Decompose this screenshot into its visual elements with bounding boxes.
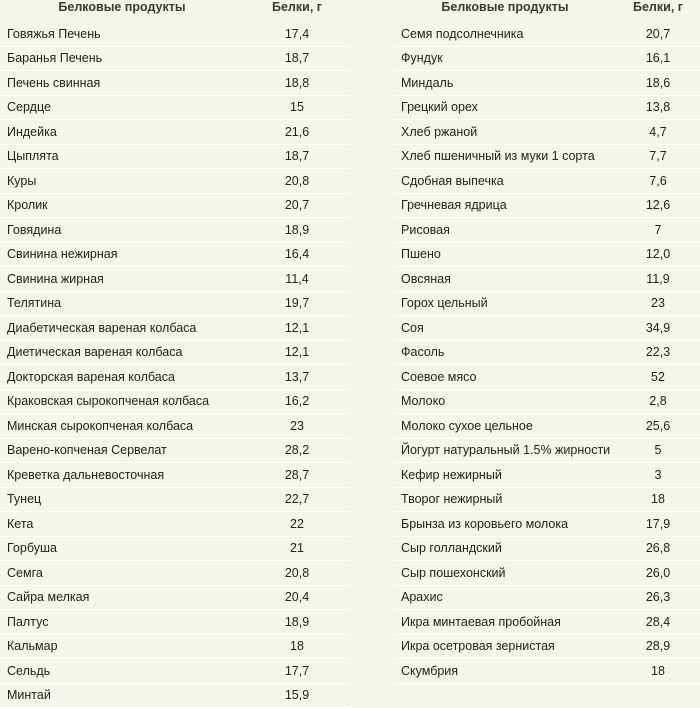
protein-value-cell: 17,4 [244, 22, 350, 46]
protein-value-cell: 11,9 [616, 267, 700, 292]
table-row [394, 144, 700, 169]
table-row [0, 291, 350, 316]
protein-value-cell: 11,4 [244, 267, 350, 292]
product-name-cell: Арахис [394, 585, 616, 610]
protein-value-cell: 20,7 [616, 22, 700, 46]
protein-value-cell: 18,7 [244, 46, 350, 71]
product-name-cell: Баранья Печень [0, 46, 244, 71]
table-row [394, 291, 700, 316]
product-name-cell: Свинина нежирная [0, 242, 244, 267]
table-row [0, 144, 350, 169]
table-row [394, 585, 700, 610]
table-row [0, 340, 350, 365]
product-name-cell: Сельдь [0, 659, 244, 684]
table-row [0, 218, 350, 243]
table-row [394, 438, 700, 463]
protein-value-cell: 18 [616, 659, 700, 684]
table-row [394, 561, 700, 586]
protein-value-cell: 12,1 [244, 316, 350, 341]
product-name-cell: Креветка дальневосточная [0, 463, 244, 488]
product-name-cell: Овсяная [394, 267, 616, 292]
protein-value-cell: 19,7 [244, 291, 350, 316]
protein-value-cell: 15 [244, 95, 350, 120]
protein-value-cell: 22,3 [616, 340, 700, 365]
table-row [0, 365, 350, 390]
product-name-cell: Палтус [0, 610, 244, 635]
protein-value-cell: 16,4 [244, 242, 350, 267]
table-row [0, 634, 350, 659]
protein-value-cell: 20,4 [244, 585, 350, 610]
product-name-cell: Цыплята [0, 144, 244, 169]
protein-value-cell: 21,6 [244, 120, 350, 145]
table-row [0, 316, 350, 341]
table-row [394, 242, 700, 267]
product-name-cell: Брынза из коровьего молока [394, 512, 616, 537]
product-name-cell: Молоко [394, 389, 616, 414]
table-row [394, 316, 700, 341]
table-row [394, 46, 700, 71]
product-name-cell: Соя [394, 316, 616, 341]
product-name-cell: Семя подсолнечника [394, 22, 616, 46]
table-row [394, 71, 700, 96]
product-name-cell: Фундук [394, 46, 616, 71]
table-row [0, 585, 350, 610]
product-name-cell: Кролик [0, 193, 244, 218]
protein-value-cell: 12,0 [616, 242, 700, 267]
product-name-cell: Миндаль [394, 71, 616, 96]
protein-value-cell: 13,8 [616, 95, 700, 120]
protein-value-cell: 12,1 [244, 340, 350, 365]
protein-value-cell: 28,7 [244, 463, 350, 488]
table-row [394, 659, 700, 684]
protein-value-cell: 7 [616, 218, 700, 243]
product-name-cell: Варено-копченая Сервелат [0, 438, 244, 463]
product-name-cell: Хлеб пшеничный из муки 1 сорта [394, 144, 616, 169]
protein-value-cell: 26,8 [616, 536, 700, 561]
table-header-row [0, 0, 350, 22]
product-name-cell: Молоко сухое цельное [394, 414, 616, 439]
product-name-cell: Говядина [0, 218, 244, 243]
protein-value-cell: 7,6 [616, 169, 700, 194]
product-name-cell: Сдобная выпечка [394, 169, 616, 194]
table-row [0, 487, 350, 512]
protein-value-cell: 21 [244, 536, 350, 561]
table-row [394, 340, 700, 365]
product-name-cell: Куры [0, 169, 244, 194]
table-row [394, 218, 700, 243]
table-body [394, 22, 700, 683]
product-name-cell: Телятина [0, 291, 244, 316]
table-header-row [394, 0, 700, 22]
table-row [394, 95, 700, 120]
column-header-product: Белковые продукты [441, 0, 569, 14]
product-name-cell: Пшено [394, 242, 616, 267]
table-row [0, 120, 350, 145]
product-name-cell: Свинина жирная [0, 267, 244, 292]
table-row [394, 169, 700, 194]
product-name-cell: Горбуша [0, 536, 244, 561]
protein-value-cell: 16,1 [616, 46, 700, 71]
protein-value-cell: 34,9 [616, 316, 700, 341]
protein-value-cell: 26,3 [616, 585, 700, 610]
table-row [394, 120, 700, 145]
table-row [394, 414, 700, 439]
product-name-cell: Краковская сырокопченая колбаса [0, 389, 244, 414]
product-name-cell: Кета [0, 512, 244, 537]
column-header-protein: Белки, г [272, 0, 322, 14]
protein-value-cell: 22,7 [244, 487, 350, 512]
protein-value-cell: 17,9 [616, 512, 700, 537]
table-row [0, 95, 350, 120]
table-row [394, 634, 700, 659]
protein-value-cell: 23 [616, 291, 700, 316]
protein-value-cell: 20,8 [244, 169, 350, 194]
product-name-cell: Сыр голландский [394, 536, 616, 561]
table-row [394, 610, 700, 635]
product-name-cell: Скумбрия [394, 659, 616, 684]
table-row [394, 193, 700, 218]
product-name-cell: Семга [0, 561, 244, 586]
table-row [394, 22, 700, 46]
table-row [0, 536, 350, 561]
protein-value-cell: 18,7 [244, 144, 350, 169]
table-row [0, 463, 350, 488]
protein-value-cell: 15,9 [244, 683, 350, 708]
table-row [0, 414, 350, 439]
column-header-protein: Белки, г [633, 0, 683, 14]
protein-value-cell: 18,9 [244, 218, 350, 243]
protein-value-cell: 3 [616, 463, 700, 488]
protein-value-cell: 18 [616, 487, 700, 512]
table-row [0, 169, 350, 194]
product-name-cell: Докторская вареная колбаса [0, 365, 244, 390]
product-name-cell: Сайра мелкая [0, 585, 244, 610]
protein-value-cell: 18,8 [244, 71, 350, 96]
table-row [394, 512, 700, 537]
protein-value-cell: 18 [244, 634, 350, 659]
table-row [0, 512, 350, 537]
protein-value-cell: 18,6 [616, 71, 700, 96]
product-name-cell: Минтай [0, 683, 244, 708]
product-name-cell: Творог нежирный [394, 487, 616, 512]
product-name-cell: Соевое мясо [394, 365, 616, 390]
table-row [0, 242, 350, 267]
table-row [0, 193, 350, 218]
protein-value-cell: 17,7 [244, 659, 350, 684]
table-row [0, 438, 350, 463]
product-name-cell: Икра минтаевая пробойная [394, 610, 616, 635]
product-name-cell: Печень свинная [0, 71, 244, 96]
product-name-cell: Фасоль [394, 340, 616, 365]
table-row [0, 267, 350, 292]
protein-value-cell: 16,2 [244, 389, 350, 414]
column-header-product: Белковые продукты [58, 0, 186, 14]
protein-value-cell: 25,6 [616, 414, 700, 439]
protein-table-right [394, 0, 700, 684]
protein-value-cell: 23 [244, 414, 350, 439]
protein-value-cell: 18,9 [244, 610, 350, 635]
product-name-cell: Кефир нежирный [394, 463, 616, 488]
protein-value-cell: 52 [616, 365, 700, 390]
product-name-cell: Икра осетровая зернистая [394, 634, 616, 659]
product-name-cell: Минская сырокопченая колбаса [0, 414, 244, 439]
protein-value-cell: 5 [616, 438, 700, 463]
product-name-cell: Горох цельный [394, 291, 616, 316]
product-name-cell: Кальмар [0, 634, 244, 659]
table-body [0, 22, 350, 708]
protein-value-cell: 20,7 [244, 193, 350, 218]
protein-value-cell: 13,7 [244, 365, 350, 390]
protein-value-cell: 7,7 [616, 144, 700, 169]
table-row [0, 389, 350, 414]
protein-value-cell: 22 [244, 512, 350, 537]
protein-value-cell: 28,2 [244, 438, 350, 463]
protein-value-cell: 28,4 [616, 610, 700, 635]
product-name-cell: Диабетическая вареная колбаса [0, 316, 244, 341]
product-name-cell: Хлеб ржаной [394, 120, 616, 145]
product-name-cell: Сыр пошехонский [394, 561, 616, 586]
table-row [394, 267, 700, 292]
product-name-cell: Йогурт натуральный 1.5% жирности [394, 438, 616, 463]
table-row [394, 536, 700, 561]
protein-value-cell: 20,8 [244, 561, 350, 586]
product-name-cell: Индейка [0, 120, 244, 145]
product-name-cell: Тунец [0, 487, 244, 512]
protein-value-cell: 2,8 [616, 389, 700, 414]
table-row [0, 610, 350, 635]
product-name-cell: Грецкий орех [394, 95, 616, 120]
product-name-cell: Сердце [0, 95, 244, 120]
table-row [0, 683, 350, 708]
table-row [0, 71, 350, 96]
table-row [394, 365, 700, 390]
protein-value-cell: 26,0 [616, 561, 700, 586]
table-row [0, 46, 350, 71]
product-name-cell: Говяжья Печень [0, 22, 244, 46]
product-name-cell: Гречневая ядрица [394, 193, 616, 218]
table-row [394, 389, 700, 414]
protein-value-cell: 12,6 [616, 193, 700, 218]
table-row [0, 659, 350, 684]
protein-value-cell: 4,7 [616, 120, 700, 145]
table-row [0, 561, 350, 586]
table-row [394, 487, 700, 512]
protein-value-cell: 28,9 [616, 634, 700, 659]
table-row [0, 22, 350, 46]
table-row [394, 463, 700, 488]
product-name-cell: Диетическая вареная колбаса [0, 340, 244, 365]
product-name-cell: Рисовая [394, 218, 616, 243]
